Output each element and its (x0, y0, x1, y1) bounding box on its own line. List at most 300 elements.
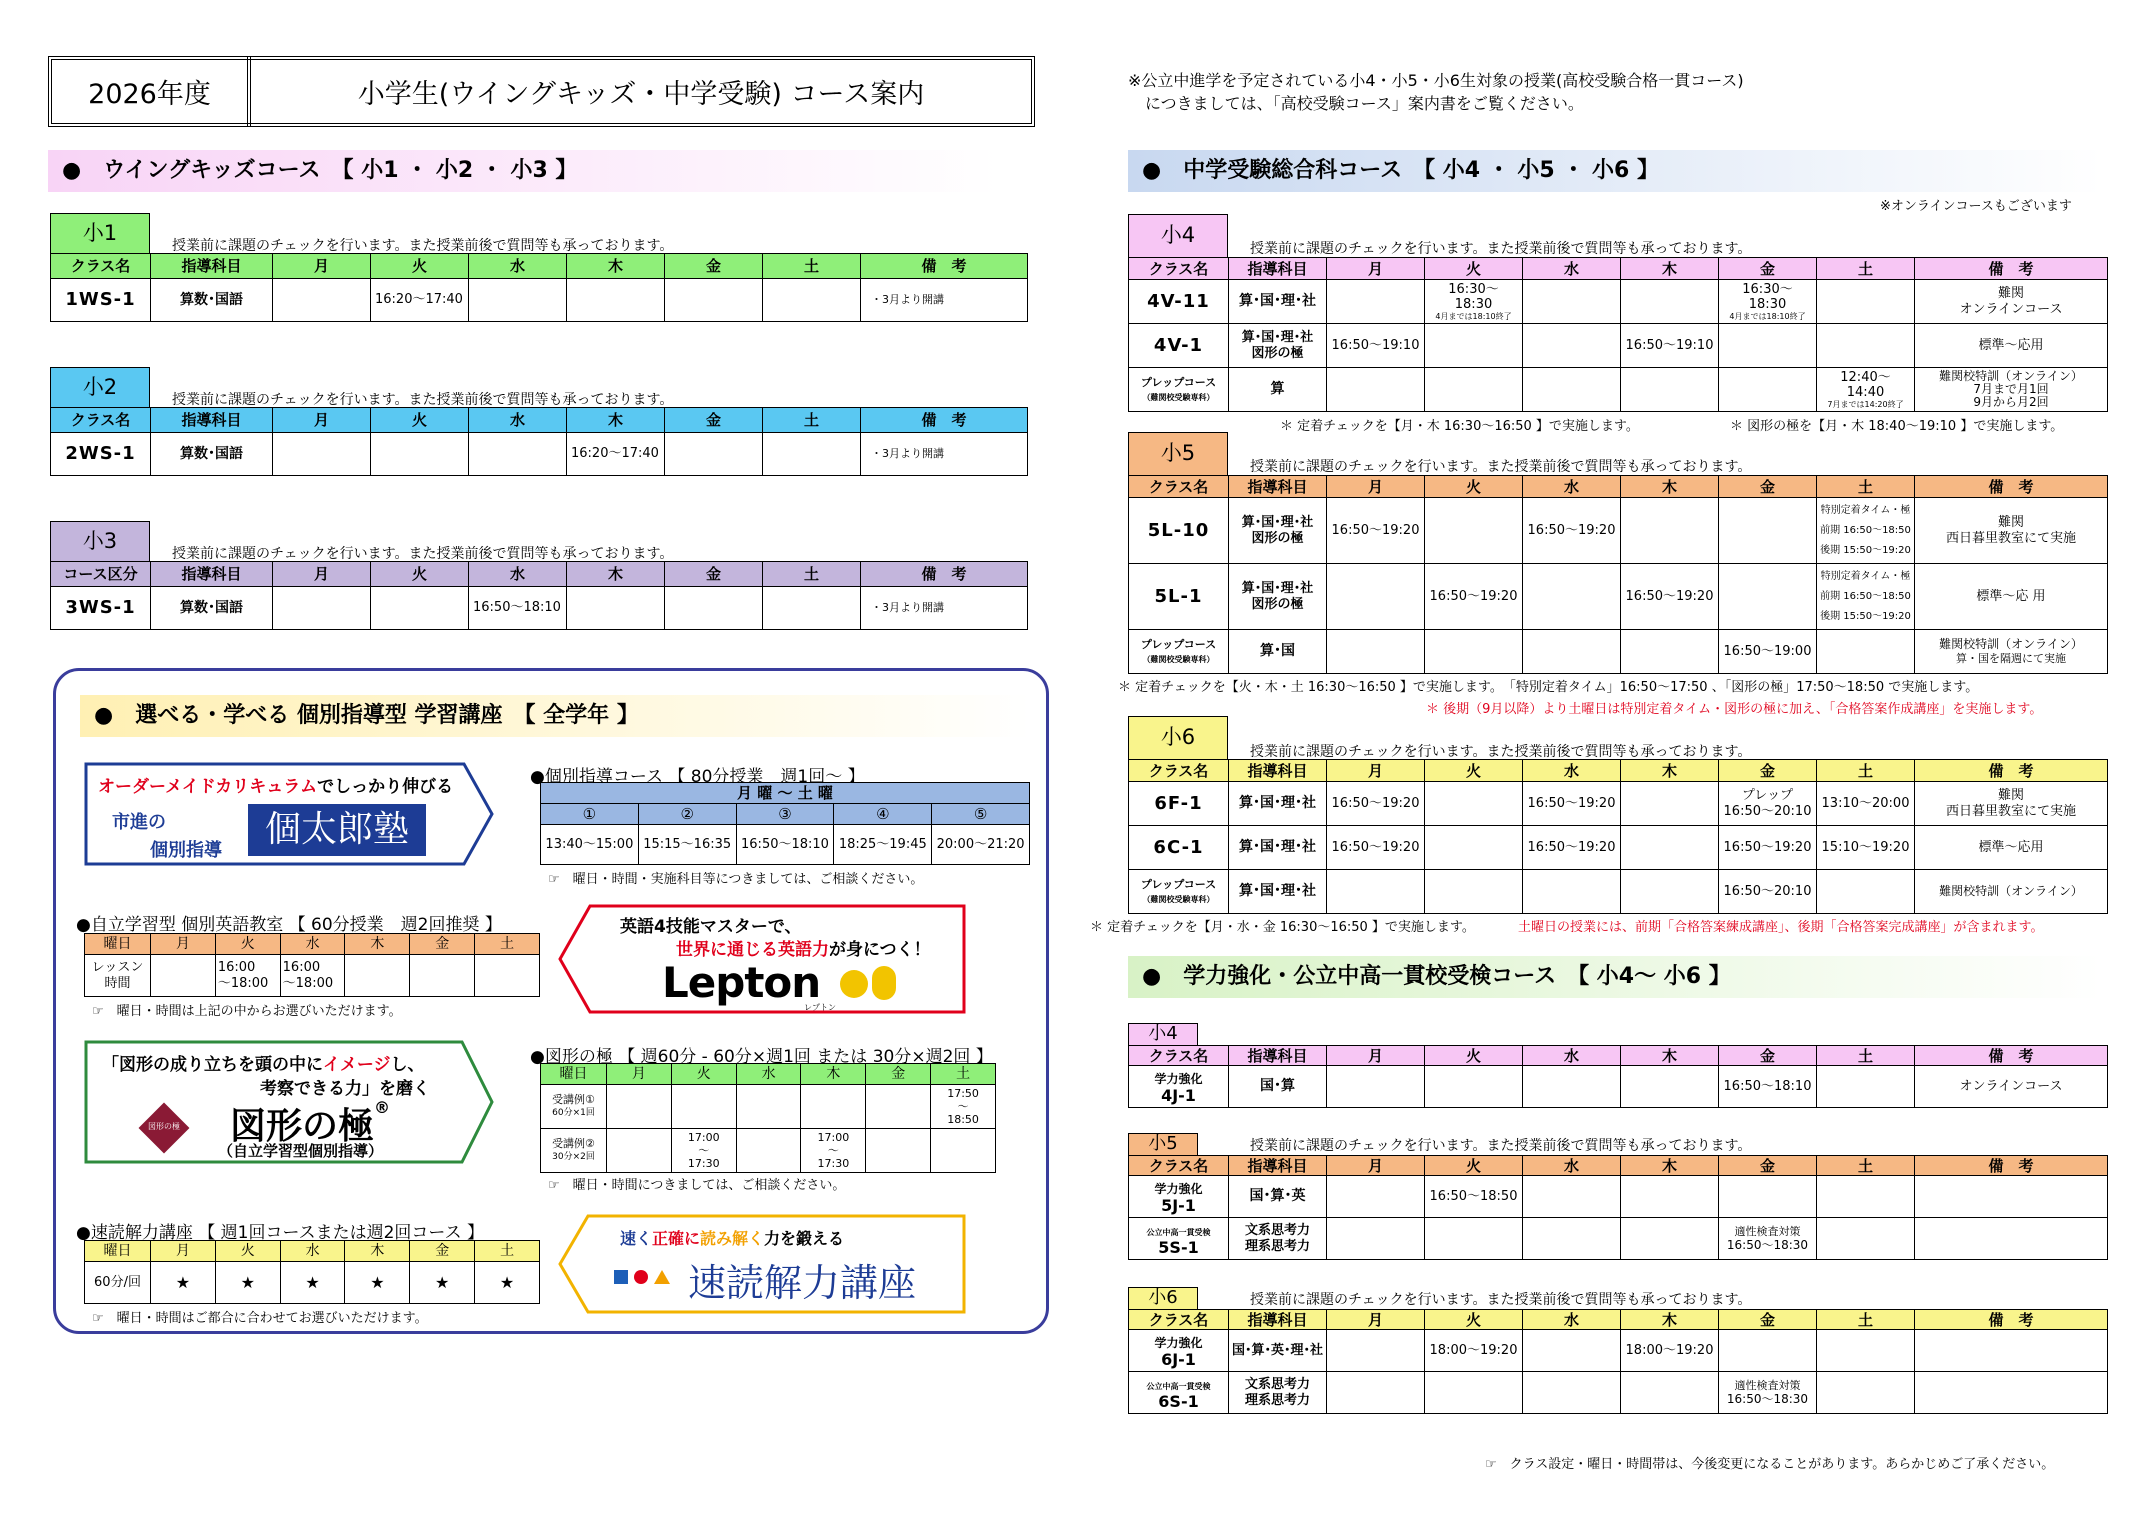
subject-bunkei: 文系思考力 (1244, 1376, 1310, 1392)
col-sat: 土 (1817, 760, 1915, 782)
time-wed: 16:50～18:10 (469, 587, 567, 630)
class-prep: プレップコース (1140, 638, 1217, 652)
note: 標準～応 用 (1915, 564, 2108, 630)
col-class: クラス名 (1129, 1156, 1229, 1176)
fri-time: 16:50～18:30 (1726, 1237, 1809, 1252)
col-fri: 金 (1719, 1046, 1817, 1066)
zukei-sat-end: 18:50 (947, 1113, 979, 1127)
class-6j1: 6J-1 (1161, 1349, 1196, 1369)
class-6c1: 6C-1 (1129, 826, 1229, 870)
subject: 算･国･理･社 (1229, 826, 1327, 870)
fri-time: 16:50～19:20 (1719, 826, 1817, 870)
col-class: クラス名 (1129, 476, 1229, 498)
eigo-mon: 月 (151, 934, 216, 955)
thu-time: 16:50～19:20 (1621, 564, 1719, 630)
col-sat: 土 (1817, 1046, 1915, 1066)
ad1-rest: でしっかり伸びる (317, 777, 454, 797)
thu-time: 16:50～19:10 (1621, 324, 1719, 368)
zukei-tue-start: 17:00 (687, 1130, 720, 1144)
col-notes: 備 考 (1915, 1310, 2108, 1330)
fri-note: 4月までは18:10終了 (1729, 311, 1806, 321)
slot-4: ④ (834, 804, 932, 825)
subject: 算 (1229, 368, 1327, 412)
subject: 算･国･理･社 (1229, 870, 1327, 914)
col-sat: 土 (1817, 1156, 1915, 1176)
class-5j1: 5J-1 (1161, 1195, 1196, 1215)
koritsu-intro-5: 授業前に課題のチェックを行います。また授業前後で質問等も承っております。 (1250, 1138, 1752, 1154)
col-class: クラス名 (51, 408, 151, 433)
subject: 算数･国語 (151, 279, 273, 322)
slot-time-5: 20:00～21:20 (932, 825, 1030, 865)
sat-time: 13:10～20:00 (1817, 782, 1915, 826)
col-subject: 指導科目 (1229, 1046, 1327, 1066)
sokudoku-tue: 火 (215, 1241, 280, 1262)
note-online: オンラインコース (1959, 301, 2063, 317)
mon-time: 16:50～19:20 (1327, 826, 1425, 870)
zukei-table (540, 1063, 996, 1173)
eigo-wed: 水 (280, 934, 345, 955)
sat-late: 後期 15:50～19:20 (1820, 544, 1911, 556)
col-tue: 火 (371, 562, 469, 587)
col-class: クラス名 (51, 254, 151, 279)
sokudoku-wed: 水 (280, 1241, 345, 1262)
col-mon: 月 (1327, 476, 1425, 498)
koritsu-timetable-g4 (1128, 1045, 2108, 1108)
note: ・3月より開講 (861, 279, 1028, 322)
lepton-mascot-icon-2 (872, 966, 896, 1000)
col-subject: 指導科目 (1229, 1310, 1327, 1330)
ad1-highlight: オーダーメイドカリキュラム (98, 777, 318, 797)
star-mon: ★ (151, 1262, 216, 1304)
col-mon: 月 (273, 408, 371, 433)
col-thu: 木 (1621, 760, 1719, 782)
sokudoku-logo: 速読解力講座 (688, 1261, 917, 1305)
col-fri: 金 (1719, 258, 1817, 280)
col-notes: 備 考 (1915, 760, 2108, 782)
col-subject: 指導科目 (1229, 760, 1327, 782)
col-mon: 月 (1327, 1156, 1425, 1176)
grade-tab-4: 小4 (1128, 214, 1228, 257)
col-tue: 火 (1425, 760, 1523, 782)
eigo-title: ●自立学習型 個別英語教室 【 60分授業 週2回推奨 】 (76, 915, 502, 935)
subject: 算･国･理･社 (1229, 280, 1327, 324)
intro-text-2: 授業前に課題のチェックを行います。また授業前後で質問等も承っております。 (172, 392, 674, 408)
col-wed: 水 (469, 254, 567, 279)
col-tue: 火 (371, 254, 469, 279)
timetable-g1 (50, 253, 1028, 322)
class-prep: プレップコース (1140, 878, 1217, 892)
star-tue: ★ (215, 1262, 280, 1304)
note: 標準～応用 (1915, 324, 2108, 368)
sokudoku-ad-l1b: 正確に (652, 1229, 701, 1248)
zukei-thu: 木 (801, 1064, 866, 1085)
note-nankan: 難関 (1997, 285, 2024, 301)
class-label: 公立中高一貫受検 (1146, 1381, 1211, 1391)
class-prep: プレップコース (1140, 376, 1217, 390)
col-thu: 木 (567, 562, 665, 587)
sokudoku-fri: 金 (410, 1241, 475, 1262)
col-tue: 火 (1425, 258, 1523, 280)
zukei-ex1-detail: 60分×1回 (552, 1108, 595, 1119)
col-wed: 水 (1523, 1156, 1621, 1176)
col-tue: 火 (371, 408, 469, 433)
footer-note: ☞ クラス設定・曜日・時間帯は、今後変更になることがあります。あらかじめご了承ください。 (1485, 1457, 2055, 1472)
zukei-diamond-label: 図形の極 (148, 1122, 180, 1131)
note2: 西日暮里教室にて実施 (1945, 530, 2076, 546)
fri-time: 16:50～18:10 (1719, 1066, 1817, 1108)
sokudoku-title: ●速読解力講座 【 週1回コースまたは週2回コース 】 (76, 1223, 484, 1243)
col-notes: 備 考 (861, 408, 1028, 433)
class-prep-sub: （難関校受験専科） (1142, 392, 1215, 402)
col-fri: 金 (665, 254, 763, 279)
zukei-wed: 水 (736, 1064, 801, 1085)
col-class: クラス名 (1129, 1310, 1229, 1330)
zukei-title: ●図形の極 【 週60分 - 60分×週1回 または 30分×週2回 】 (530, 1047, 993, 1067)
sokudoku-note: ☞ 曜日・時間はご都合に合わせてお選びいただけます。 (92, 1311, 428, 1326)
eigo-fri: 金 (410, 934, 475, 955)
square-icon (614, 1270, 628, 1284)
wed-time: 16:50～19:20 (1523, 826, 1621, 870)
tue-note: 4月までは18:10終了 (1435, 311, 1512, 321)
wed-time: 16:50～19:20 (1523, 782, 1621, 826)
col-thu: 木 (567, 408, 665, 433)
koritsu-grade-tab-4: 小4 (1128, 1023, 1198, 1045)
zukei-tue-sep: ～ (698, 1143, 710, 1157)
tue-time: 16:50～18:50 (1425, 1176, 1523, 1218)
col-wed: 水 (469, 562, 567, 587)
tue-time: 16:50～19:20 (1425, 564, 1523, 630)
g6-foot1: ＊ 定着チェックを【月・水・金 16:30～16:50 】で実施します。 (1090, 920, 1475, 935)
fri-time: 16:50～20:10 (1723, 803, 1812, 819)
note2: 7月まで月1回 (1973, 381, 2049, 396)
zukei-ad-l2: 考察できる力」を磨く (260, 1079, 430, 1099)
fri-label: 適性検査対策 (1734, 1378, 1801, 1392)
sat-end: 14:40 (1846, 385, 1885, 401)
mon-time: 16:50～19:10 (1327, 324, 1425, 368)
kojinjuku-ad (84, 762, 494, 866)
col-wed: 水 (1523, 476, 1621, 498)
note: 難関校特訓（オンライン） (1915, 870, 2108, 914)
g5-foot1: ＊ 定着チェックを【火・木・土 16:30～16:50 】で実施します。 「特別定着タイム」16:50～17:50 、「図形の極」17:50～18:50 で実施します。 (1118, 680, 1979, 695)
header-title: 小学生(ウイングキッズ・中学受験) コース案内 (357, 79, 925, 110)
col-fri: 金 (1719, 1310, 1817, 1330)
eigo-label2: 時間 (104, 975, 131, 991)
kobetsu-course-title: ●個別指導コース 【 80分授業 週1回～ 】 (530, 767, 865, 787)
subject: 国･算 (1229, 1066, 1327, 1108)
lepton-ad (558, 904, 966, 1014)
zukei-fri: 金 (866, 1064, 931, 1085)
wed-time: 16:50～19:20 (1523, 498, 1621, 564)
sat-early: 前期 16:50～18:50 (1820, 524, 1911, 536)
subject: 算･国･理･社 (1241, 580, 1314, 596)
class-5s1: 5S-1 (1158, 1237, 1199, 1257)
sokudoku-ad (558, 1214, 966, 1314)
intro-text-3: 授業前に課題のチェックを行います。また授業前後で質問等も承っております。 (172, 546, 674, 562)
col-subject: 指導科目 (1229, 1156, 1327, 1176)
sat-label: 特別定着タイム・極 (1820, 570, 1911, 582)
class-5l10: 5L-10 (1129, 498, 1229, 564)
zukei-note: ☞ 曜日・時間につきましては、ご相談ください。 (548, 1178, 846, 1193)
note: ・3月より開講 (861, 433, 1028, 476)
col-mon: 月 (1327, 760, 1425, 782)
col-sat: 土 (1817, 258, 1915, 280)
slot-time-1: 13:40～15:00 (541, 825, 639, 865)
thu-time: 18:00～19:20 (1621, 1330, 1719, 1372)
col-tue: 火 (1425, 1156, 1523, 1176)
note1: 難関校特訓（オンライン） (1939, 636, 2083, 651)
subject-zukei: 図形の極 (1251, 530, 1304, 546)
col-thu: 木 (1621, 258, 1719, 280)
time-thu: 16:20～17:40 (567, 433, 665, 476)
col-thu: 木 (1621, 476, 1719, 498)
grade-tab-3: 小3 (50, 521, 150, 561)
col-thu: 木 (1621, 1156, 1719, 1176)
sokudoku-ad-l1a: 速く (620, 1229, 653, 1248)
ad1-shishin: 市進の (112, 812, 166, 833)
zukei-thu-start: 17:00 (817, 1130, 850, 1144)
intro-text-5: 授業前に課題のチェックを行います。また授業前後で質問等も承っております。 (1250, 459, 1752, 475)
col-notes: 備 考 (1915, 1156, 2108, 1176)
subject-rikei: 理系思考力 (1244, 1392, 1310, 1408)
sat-start: 12:40～ (1840, 369, 1891, 385)
sat-note: 7月までは14:20終了 (1827, 399, 1904, 409)
col-fri: 金 (1719, 760, 1817, 782)
sokudoku-ad-l1d: 力を鍛える (764, 1229, 845, 1248)
intro-text-1: 授業前に課題のチェックを行います。また授業前後で質問等も承っております。 (172, 238, 674, 254)
koritsu-timetable-g6 (1128, 1309, 2108, 1414)
kobetsu-course-table (540, 782, 1030, 865)
intro-text-6: 授業前に課題のチェックを行います。また授業前後で質問等も承っております。 (1250, 744, 1752, 760)
zukei-thu-end: 17:30 (817, 1157, 850, 1171)
star-fri: ★ (410, 1262, 475, 1304)
col-sat: 土 (763, 562, 861, 587)
kotarojuku-logo: 個太郎塾 (248, 804, 426, 856)
subject-rikei: 理系思考力 (1244, 1238, 1310, 1254)
col-notes: 備 考 (1915, 258, 2108, 280)
lepton-rest: が身につく！ (829, 940, 931, 960)
lepton-sub: レプトン (804, 1003, 836, 1012)
koritsu-intro-6: 授業前に課題のチェックを行います。また授業前後で質問等も承っております。 (1250, 1292, 1752, 1308)
subject: 国･算･英 (1229, 1176, 1327, 1218)
col-wed: 水 (1523, 1310, 1621, 1330)
zukei-ex2-detail: 30分×2回 (552, 1152, 595, 1163)
time-tue: 16:20～17:40 (371, 279, 469, 322)
subject-bunkei: 文系思考力 (1244, 1222, 1310, 1238)
slot-3: ③ (736, 804, 834, 825)
col-course: コース区分 (51, 562, 151, 587)
note1: 難関校特訓（オンライン） (1939, 368, 2083, 383)
span-mon-sat: 月 曜 ～ 土 曜 (541, 783, 1030, 804)
lepton-mascot-icon (840, 970, 868, 998)
zukei-registered: ® (374, 1098, 391, 1117)
fri-end: 18:30 (1748, 297, 1787, 313)
koritsu-grade-tab-6: 小6 (1128, 1287, 1198, 1309)
col-subject: 指導科目 (1229, 258, 1327, 280)
col-wed: 水 (469, 408, 567, 433)
subject: 算数･国語 (151, 587, 273, 630)
mon-time: 16:50～19:20 (1327, 498, 1425, 564)
grade-tab-1: 小1 (50, 213, 150, 253)
subject: 算数･国語 (151, 433, 273, 476)
wing-section-title: ● ウイングキッズコース 【 小1 ・ 小2 ・ 小3 】 (48, 150, 998, 192)
class-6s1: 6S-1 (1158, 1391, 1199, 1411)
zukei-ex2: 受講例② (552, 1137, 595, 1150)
note3: 9月から月2回 (1973, 395, 2049, 410)
col-mon: 月 (1327, 1046, 1425, 1066)
zukei-ad-l1a: 「図形の成り立ちを頭の中に (102, 1055, 323, 1075)
zukei-youbi: 曜日 (541, 1064, 607, 1085)
eigo-tue: 火 (215, 934, 280, 955)
timetable-g2 (50, 407, 1028, 476)
col-wed: 水 (1523, 1046, 1621, 1066)
col-fri: 金 (1719, 1156, 1817, 1176)
top-note-line2: につきましては、「高校受験コース」案内書をご覧ください。 (1145, 94, 1584, 113)
timetable-g5 (1128, 475, 2108, 674)
note2: 算・国を隔週にて実施 (1956, 651, 2066, 665)
slot-2: ② (638, 804, 736, 825)
zukei-tue-end: 17:30 (687, 1157, 720, 1171)
col-wed: 水 (1523, 258, 1621, 280)
note: ・3月より開講 (861, 587, 1028, 630)
eigo-note: ☞ 曜日・時間は上記の中からお選びいただけます。 (92, 1004, 402, 1019)
star-thu: ★ (345, 1262, 410, 1304)
star-wed: ★ (280, 1262, 345, 1304)
eigo-label1: レッスン (91, 959, 144, 975)
col-subject: 指導科目 (1229, 476, 1327, 498)
circle-icon (634, 1270, 648, 1284)
timetable-g4 (1128, 257, 2108, 412)
eigo-wed-start: 16:00 (282, 959, 321, 975)
col-subject: 指導科目 (151, 254, 273, 279)
subject-zukei: 図形の極 (1251, 596, 1304, 612)
kobetsu-course-note: ☞ 曜日・時間・実施科目等につきましては、ご相談ください。 (548, 872, 924, 887)
mon-time: 16:50～19:20 (1327, 782, 1425, 826)
sat-late: 後期 15:50～19:20 (1820, 610, 1911, 622)
col-mon: 月 (1327, 258, 1425, 280)
slot-1: ① (541, 804, 639, 825)
koritsu-timetable-g5 (1128, 1155, 2108, 1260)
zukei-ex1: 受講例① (552, 1093, 595, 1106)
col-sat: 土 (763, 254, 861, 279)
col-sat: 土 (1817, 1310, 1915, 1330)
slot-time-4: 18:25～19:45 (834, 825, 932, 865)
col-thu: 木 (1621, 1310, 1719, 1330)
online-note: ※オンラインコースもございます (1880, 199, 2072, 214)
sat-early: 前期 16:50～18:50 (1820, 590, 1911, 602)
col-sat: 土 (1817, 476, 1915, 498)
sokudoku-mon: 月 (151, 1241, 216, 1262)
subject: 算･国･理･社 (1241, 514, 1314, 530)
note1: 難関 (1997, 514, 2024, 530)
col-class: クラス名 (1129, 760, 1229, 782)
jyuken-section-title: ● 中学受験総合科コース 【 小4 ・ 小5 ・ 小6 】 (1128, 150, 2103, 192)
sat-label: 特別定着タイム・極 (1820, 504, 1911, 516)
note: オンラインコース (1915, 1066, 2108, 1108)
sokudoku-table (84, 1240, 540, 1304)
class-prep-sub: （難関校受験専科） (1142, 654, 1215, 664)
zukei-logo: 図形の極 (230, 1106, 375, 1147)
tue-end: 18:30 (1454, 297, 1493, 313)
col-class: クラス名 (1129, 258, 1229, 280)
lepton-logo: Lepton (662, 958, 821, 1007)
col-thu: 木 (1621, 1046, 1719, 1066)
fri-start: 16:30～ (1742, 281, 1793, 297)
zukei-ad-l1c: し、 (390, 1055, 425, 1075)
zukei-sat-sep: ～ (957, 1099, 969, 1113)
subject: 算･国･理･社 (1229, 782, 1327, 826)
col-notes: 備 考 (1915, 476, 2108, 498)
slot-time-2: 15:15～16:35 (638, 825, 736, 865)
timetable-g6 (1128, 759, 2108, 914)
col-mon: 月 (273, 254, 371, 279)
zukei-ad (84, 1040, 494, 1164)
sat-time: 15:10～19:20 (1817, 826, 1915, 870)
class-prep-sub: （難関校受験専科） (1142, 894, 1215, 904)
grade-tab-2: 小2 (50, 367, 150, 407)
eigo-table (84, 933, 540, 997)
sokudoku-thu: 木 (345, 1241, 410, 1262)
tue-start: 16:30～ (1448, 281, 1499, 297)
zukei-mon: 月 (607, 1064, 672, 1085)
g5-foot2: ＊ 後期（9月以降）より土曜日は特別定着タイム・図形の極に加え、「合格答案作成講座」を実施します。 (1426, 702, 2043, 717)
class-label: 学力強化 (1154, 1181, 1203, 1196)
class-6f1: 6F-1 (1129, 782, 1229, 826)
col-fri: 金 (1719, 476, 1817, 498)
col-thu: 木 (567, 254, 665, 279)
star-sat: ★ (475, 1262, 540, 1304)
header-year: 2026年度 (88, 79, 211, 110)
sokudoku-sat: 土 (475, 1241, 540, 1262)
col-subject: 指導科目 (151, 562, 273, 587)
class-3ws1: 3WS-1 (51, 587, 151, 630)
zukei-ad-sub: （自立学習型個別指導） (218, 1142, 384, 1160)
zukei-sat: 土 (931, 1064, 996, 1085)
col-sat: 土 (763, 408, 861, 433)
sokudoku-youbi: 曜日 (85, 1241, 151, 1262)
g4-foot1: ＊ 定着チェックを【月・木 16:30～16:50 】で実施します。 (1280, 419, 1639, 434)
note: 標準～応用 (1915, 826, 2108, 870)
subject: 国･算･英･理･社 (1229, 1330, 1327, 1372)
zukei-thu-sep: ～ (827, 1143, 839, 1157)
g4-foot2: ＊ 図形の極を【月・木 18:40～19:10 】で実施します。 (1730, 419, 2064, 434)
grade-tab-6: 小6 (1128, 716, 1228, 759)
eigo-tue-start: 16:00 (217, 959, 256, 975)
class-label: 公立中高一貫受検 (1146, 1227, 1211, 1237)
tue-time: 18:00～19:20 (1425, 1330, 1523, 1372)
col-notes: 備 考 (1915, 1046, 2108, 1066)
triangle-icon (654, 1270, 670, 1284)
koritsu-grade-tab-5: 小5 (1128, 1133, 1198, 1155)
col-subject: 指導科目 (151, 408, 273, 433)
col-fri: 金 (665, 408, 763, 433)
sokudoku-ad-l1c: 読み解く (700, 1229, 765, 1248)
ad1-kobetsu: 個別指導 (150, 840, 222, 861)
eigo-wed-end: ～18:00 (282, 975, 334, 991)
col-wed: 水 (1523, 760, 1621, 782)
top-note-line1: ※公立中進学を予定されている小4・小5・小6生対象の授業(高校受験合格一貫コース) (1128, 71, 1744, 90)
zukei-tue: 火 (671, 1064, 736, 1085)
col-fri: 金 (665, 562, 763, 587)
class-label: 学力強化 (1154, 1071, 1203, 1086)
zukei-ad-image: イメージ (323, 1055, 391, 1075)
lepton-highlight: 世界に通じる英語力 (676, 940, 829, 960)
col-mon: 月 (273, 562, 371, 587)
subject-zukei: 図形の極 (1251, 345, 1304, 361)
eigo-tue-end: ～18:00 (217, 975, 269, 991)
col-notes: 備 考 (861, 254, 1028, 279)
intro-text-4: 授業前に課題のチェックを行います。また授業前後で質問等も承っております。 (1250, 241, 1752, 257)
col-class: クラス名 (1129, 1046, 1229, 1066)
